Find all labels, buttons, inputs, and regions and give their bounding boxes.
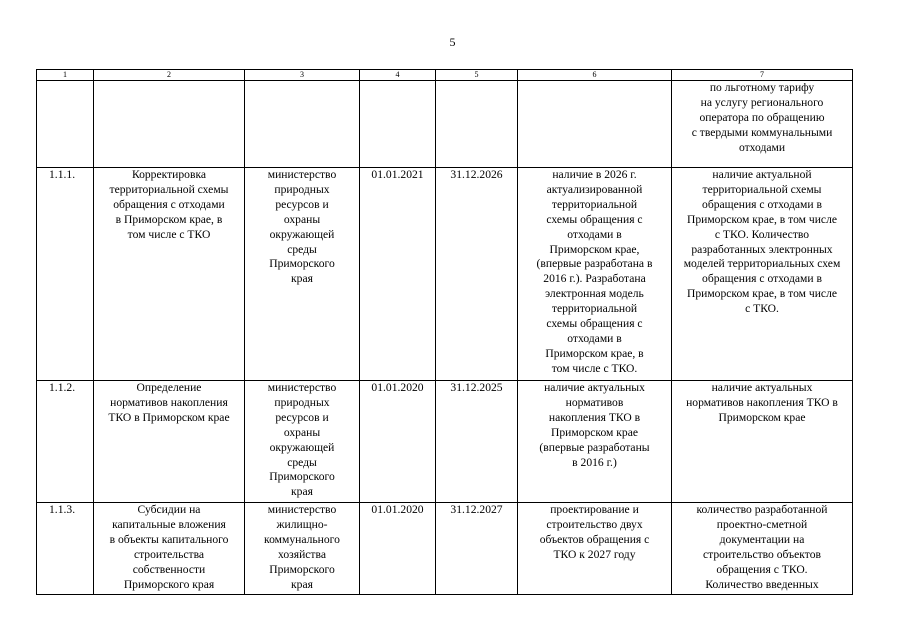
measure-name: Определение нормативов накопления ТКО в Приморском крае bbox=[94, 381, 245, 503]
table-row bbox=[37, 381, 853, 503]
indicator: наличие актуальной территориальной схемы обращения с отходами в Приморском крае, в том числе с ТКО. Количество разработанных электронных моделей территориальных схем обращения с отходами в Приморском крае, в том числе с ТКО. bbox=[672, 168, 853, 381]
table-row bbox=[37, 503, 853, 595]
table-row bbox=[37, 168, 853, 381]
cell-empty bbox=[37, 81, 94, 168]
header-col-3: 3 bbox=[245, 70, 360, 81]
cell-empty bbox=[518, 81, 672, 168]
executor: министерство природных ресурсов и охраны окружающей среды Приморского края bbox=[245, 381, 360, 503]
header-row bbox=[37, 70, 853, 81]
end-date: 31.12.2027 bbox=[436, 503, 518, 595]
cell-empty bbox=[94, 81, 245, 168]
row-number: 1.1.2. bbox=[37, 381, 94, 503]
header-col-6: 6 bbox=[518, 70, 672, 81]
cell-empty bbox=[245, 81, 360, 168]
indicator: наличие актуальных нормативов накопления ТКО в Приморском крае bbox=[672, 381, 853, 503]
header-col-1: 1 bbox=[37, 70, 94, 81]
start-date: 01.01.2021 bbox=[360, 168, 436, 381]
end-date: 31.12.2025 bbox=[436, 381, 518, 503]
start-date: 01.01.2020 bbox=[360, 381, 436, 503]
header-col-7: 7 bbox=[672, 70, 853, 81]
expected-result: проектирование и строительство двух объектов обращения с ТКО к 2027 году bbox=[518, 503, 672, 595]
page-number: 5 bbox=[449, 35, 456, 49]
end-date: 31.12.2026 bbox=[436, 168, 518, 381]
header-col-2: 2 bbox=[94, 70, 245, 81]
expected-result: наличие актуальных нормативов накопления ТКО в Приморском крае (впервые разработаны в 2016 г.) bbox=[518, 381, 672, 503]
indicator: количество разработанной проектно-сметной документации на строительство объектов обращения с ТКО. Количество введенных bbox=[672, 503, 853, 595]
continuation-row bbox=[37, 81, 853, 168]
row-number: 1.1.3. bbox=[37, 503, 94, 595]
cell-empty bbox=[436, 81, 518, 168]
continuation-indicator: по льготному тарифу на услугу регионального оператора по обращению с твердыми коммунальными отходами bbox=[672, 81, 853, 168]
measure-name: Корректировка территориальной схемы обращения с отходами в Приморском крае, в том числе с ТКО bbox=[94, 168, 245, 381]
row-number: 1.1.1. bbox=[37, 168, 94, 381]
executor: министерство природных ресурсов и охраны окружающей среды Приморского края bbox=[245, 168, 360, 381]
start-date: 01.01.2020 bbox=[360, 503, 436, 595]
measure-name: Субсидии на капитальные вложения в объекты капитального строительства собственности Приморского края bbox=[94, 503, 245, 595]
cell-empty bbox=[360, 81, 436, 168]
header-col-4: 4 bbox=[360, 70, 436, 81]
header-col-5: 5 bbox=[436, 70, 518, 81]
measures-table bbox=[36, 69, 853, 595]
expected-result: наличие в 2026 г. актуализированной территориальной схемы обращения с отходами в Приморском крае, (впервые разработана в 2016 г.). Разработана электронная модель территориальной схемы обращения с отходами в Приморском крае, в том числе с ТКО. bbox=[518, 168, 672, 381]
executor: министерство жилищно- коммунального хозяйства Приморского края bbox=[245, 503, 360, 595]
